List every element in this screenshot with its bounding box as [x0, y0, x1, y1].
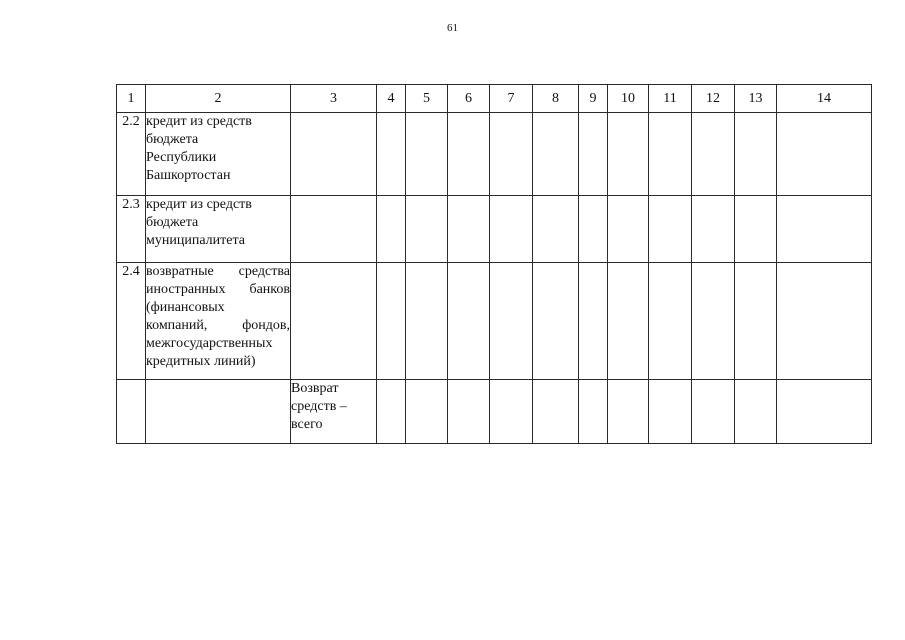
empty-cell: [533, 113, 579, 196]
empty-cell: [777, 196, 872, 263]
row-name-line: компаний, фондов,: [146, 318, 290, 333]
row-name-line: кредитных линий): [146, 354, 256, 369]
header-cell: 6: [448, 85, 490, 113]
row-name-line: Республики: [146, 150, 217, 165]
empty-cell: [448, 196, 490, 263]
row-name-line: муниципалитета: [146, 233, 245, 248]
empty-cell: [406, 113, 448, 196]
empty-cell: [579, 113, 608, 196]
header-cell: 13: [735, 85, 777, 113]
empty-cell: [490, 380, 533, 444]
row-number: 2.2: [117, 113, 146, 196]
header-row: [117, 85, 872, 113]
empty-cell: [406, 380, 448, 444]
empty-cell: [579, 380, 608, 444]
empty-cell: [608, 196, 649, 263]
page-number: 61: [447, 22, 458, 34]
table-row: [117, 263, 872, 380]
total-label-line: средств –: [291, 399, 347, 414]
empty-cell: [649, 196, 692, 263]
empty-cell: [377, 113, 406, 196]
empty-cell: [533, 196, 579, 263]
empty-cell: [448, 380, 490, 444]
header-cell: 10: [608, 85, 649, 113]
empty-cell: [490, 263, 533, 380]
row-name-line: бюджета: [146, 132, 199, 147]
header-cell: 11: [649, 85, 692, 113]
header-cell: 4: [377, 85, 406, 113]
row-name-line: кредит из средств: [146, 114, 252, 129]
empty-cell: [448, 113, 490, 196]
header-cell: 9: [579, 85, 608, 113]
table-row: [117, 113, 872, 196]
empty-cell: [490, 196, 533, 263]
empty-cell: [448, 263, 490, 380]
row-name-line: бюджета: [146, 215, 199, 230]
empty-cell: [777, 263, 872, 380]
row-name-line: (финансовых: [146, 300, 225, 315]
empty-cell: [146, 380, 291, 444]
row-number: [117, 380, 146, 444]
row-name: [146, 263, 291, 380]
empty-cell: [377, 196, 406, 263]
row-number: 2.4: [117, 263, 146, 380]
empty-cell: [692, 196, 735, 263]
header-cell: 7: [490, 85, 533, 113]
row-name-line: кредит из средств: [146, 197, 252, 212]
row-name-line: иностранных банков: [146, 282, 290, 297]
empty-cell: [692, 113, 735, 196]
empty-cell: [608, 113, 649, 196]
row-number: 2.3: [117, 196, 146, 263]
header-cell: 2: [146, 85, 291, 113]
empty-cell: [649, 113, 692, 196]
empty-cell: [777, 113, 872, 196]
row-name-line: Башкортостан: [146, 168, 231, 183]
empty-cell: [406, 263, 448, 380]
header-cell: 1: [117, 85, 146, 113]
header-cell: 12: [692, 85, 735, 113]
table-row: [117, 380, 872, 444]
header-cell: 3: [291, 85, 377, 113]
empty-cell: [377, 380, 406, 444]
empty-cell: [735, 380, 777, 444]
table-row: [117, 196, 872, 263]
empty-cell: [649, 263, 692, 380]
header-cell: 5: [406, 85, 448, 113]
empty-cell: [533, 263, 579, 380]
total-label: [291, 380, 377, 444]
empty-cell: [579, 263, 608, 380]
row-name: [146, 113, 291, 196]
empty-cell: [777, 380, 872, 444]
empty-cell: [291, 263, 377, 380]
empty-cell: [649, 380, 692, 444]
row-name-line: межгосударственных: [146, 336, 273, 351]
empty-cell: [735, 196, 777, 263]
row-name: [146, 196, 291, 263]
empty-cell: [291, 196, 377, 263]
empty-cell: [735, 263, 777, 380]
empty-cell: [533, 380, 579, 444]
row-name-line: возвратные средства: [146, 264, 290, 279]
total-label-line: Возврат: [291, 381, 339, 396]
header-cell: 8: [533, 85, 579, 113]
empty-cell: [735, 113, 777, 196]
empty-cell: [692, 380, 735, 444]
empty-cell: [406, 196, 448, 263]
header-cell: 14: [777, 85, 872, 113]
empty-cell: [579, 196, 608, 263]
empty-cell: [291, 113, 377, 196]
empty-cell: [692, 263, 735, 380]
empty-cell: [490, 113, 533, 196]
empty-cell: [608, 380, 649, 444]
data-table: [116, 84, 872, 444]
empty-cell: [377, 263, 406, 380]
total-label-line: всего: [291, 417, 323, 432]
empty-cell: [608, 263, 649, 380]
